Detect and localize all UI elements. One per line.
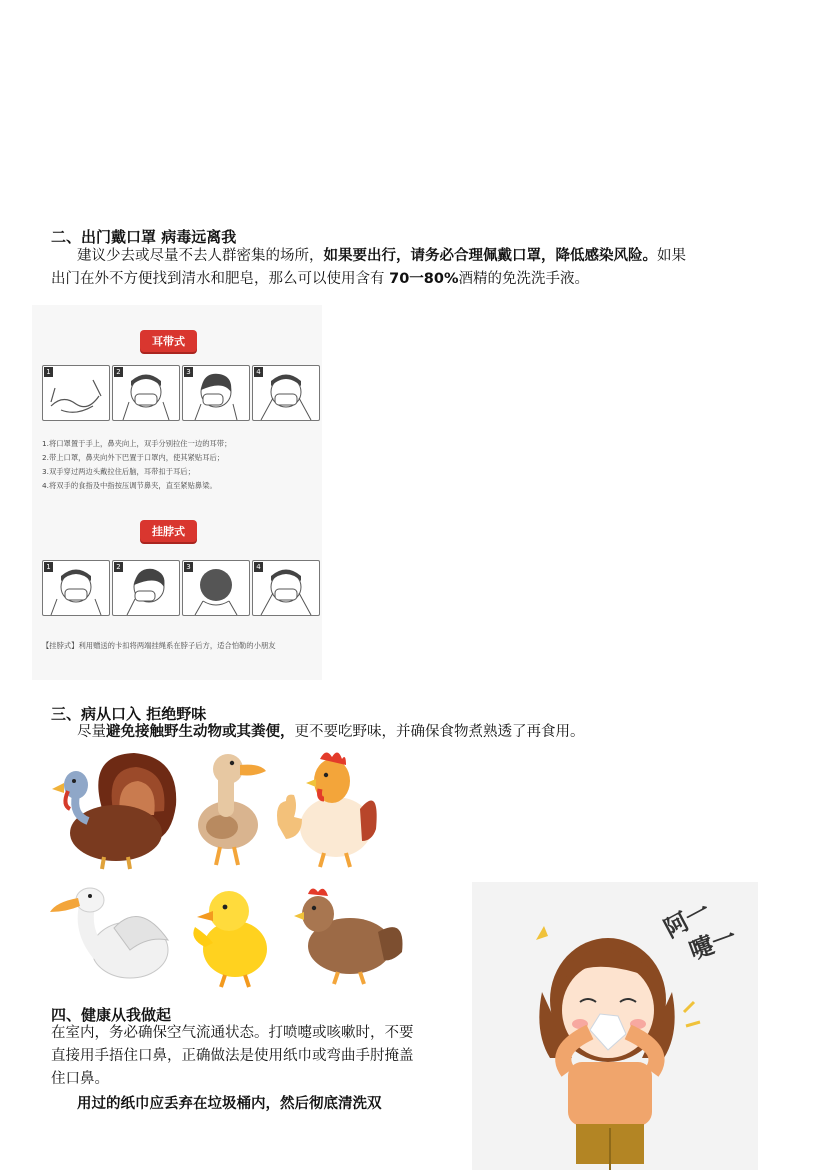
earloop-label: 耳带式 <box>140 330 197 352</box>
section3-paragraph <box>77 721 585 744</box>
section2-text-bold: 如果要出行，请务必合理佩戴口罩，降低感染风险。 <box>323 248 657 264</box>
mask-wearing-illustration <box>32 305 322 680</box>
section2-text-tail: 如果 <box>657 248 686 264</box>
section2-heading: 二、出门戴口罩 病毒远离我 <box>51 228 237 246</box>
turkey-illustration <box>44 745 184 870</box>
sneezing-girl-illustration <box>472 882 758 1170</box>
alcohol-percentage: 70一80% <box>389 271 459 287</box>
mask-step-3 <box>182 365 250 421</box>
mask-step-illustration <box>183 366 249 420</box>
goose-illustration <box>44 880 174 990</box>
mask-step-illustration <box>113 366 179 420</box>
rooster-illustration <box>272 745 382 870</box>
mask-step-illustration <box>253 366 319 420</box>
section3-text-c: 更不要吃野味，并确保食物煮熟透了再食用。 <box>294 724 585 740</box>
mask-step-illustration <box>43 366 109 420</box>
section3-text-a: 尽量 <box>77 724 106 740</box>
section2-text-line2c: 酒精的免洗洗手液。 <box>458 271 589 287</box>
neck-step-2 <box>112 560 180 616</box>
step-number: 2 <box>114 367 123 377</box>
instruction-3: 3.双手穿过两边头戴拉住后脑，耳带扣于耳后； <box>42 467 195 476</box>
section3-heading: 三、病从口入 拒绝野味 <box>51 705 207 723</box>
neck-step-4 <box>252 560 320 616</box>
sneeze-bubble-b: 嚏一 <box>685 922 741 966</box>
section2-text-line2a: 出门在外不方便找到清水和肥皂，那么可以使用含有 <box>51 271 390 287</box>
mask-step-illustration <box>253 561 319 615</box>
instruction-2: 2.带上口罩，鼻夹向外下巴置于口罩内，使其紧贴耳后； <box>42 453 225 462</box>
poultry-illustrations <box>40 745 410 990</box>
section4-line1: 在室内，务必确保空气流通状态。打喷嚏或咳嗽时，不要 <box>51 1025 414 1041</box>
step-number: 4 <box>254 562 263 572</box>
mask-step-1 <box>42 365 110 421</box>
step-number: 1 <box>44 367 53 377</box>
mask-step-2 <box>112 365 180 421</box>
step-number: 3 <box>184 562 193 572</box>
sneeze-bubble-a: 阿一 <box>659 896 715 944</box>
step-number: 4 <box>254 367 263 377</box>
section4-line3: 住口鼻。 <box>51 1071 109 1087</box>
mask-step-illustration <box>43 561 109 615</box>
section4-line2: 直接用手捂住口鼻，正确做法是使用纸巾或弯曲手肘掩盖 <box>51 1048 414 1064</box>
neck-step-1 <box>42 560 110 616</box>
duck-illustration <box>188 747 268 872</box>
section2-text-normal: 建议少去或尽量不去人群密集的场所， <box>77 248 324 264</box>
mask-step-illustration <box>183 561 249 615</box>
instruction-4: 4.将双手的食指及中指按压调节鼻夹，直至紧贴鼻梁。 <box>42 481 217 490</box>
step-number: 1 <box>44 562 53 572</box>
section4-line4: 用过的纸巾应丢弃在垃圾桶内，然后彻底清洗双 <box>77 1096 382 1112</box>
section2-paragraph <box>51 245 791 291</box>
step-number: 3 <box>184 367 193 377</box>
neck-hanging-label: 挂脖式 <box>140 520 197 542</box>
chick-illustration <box>185 883 280 988</box>
mask-step-4 <box>252 365 320 421</box>
section4-paragraph <box>51 1022 466 1116</box>
neck-step-3 <box>182 560 250 616</box>
neck-hanging-note: 【挂脖式】利用赠送的卡扣将两端挂绳系在脖子后方，适合怕勒的小朋友 <box>42 641 276 650</box>
mask-step-illustration <box>113 561 179 615</box>
section3-text-bold: 避免接触野生动物或其粪便， <box>106 724 295 740</box>
hen-illustration <box>288 880 406 985</box>
step-number: 2 <box>114 562 123 572</box>
section4-heading: 四、健康从我做起 <box>51 1006 172 1024</box>
instruction-1: 1.将口罩置于手上，鼻夹向上，双手分别拉住一边的耳带； <box>42 439 232 448</box>
